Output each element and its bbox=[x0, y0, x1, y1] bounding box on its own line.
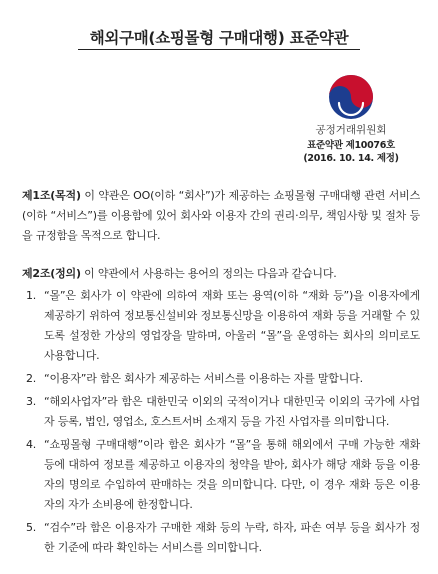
enactment-date: (2016. 10. 14. 제정) bbox=[303, 153, 399, 164]
article-2-definitions bbox=[22, 264, 420, 284]
government-emblem-icon bbox=[327, 73, 375, 121]
item-number: 4. bbox=[26, 438, 37, 451]
list-item bbox=[22, 392, 420, 432]
item-number: 1. bbox=[26, 289, 37, 302]
item-number: 3. bbox=[26, 395, 37, 408]
item-number: 2. bbox=[26, 372, 37, 385]
definitions-list bbox=[22, 286, 420, 558]
item-number: 5. bbox=[26, 521, 37, 534]
article-1-heading: 제1조(목적) bbox=[22, 189, 81, 202]
article-2-heading: 제2조(정의) bbox=[22, 267, 81, 280]
item-text: “쇼핑몰형 구매대행”이라 함은 회사가 “몰”을 통해 해외에서 구매 가능한 재화 등에 대하여 정보를 제공하고 이용자의 청약을 받아, 회사가 해당 재화 등을 이용자의 명의로 수입하여 판매하는 것을 의미합니다. 다만, 이 경우 재화 등은 이용자의 자가 소비용에 한정합니다. bbox=[44, 438, 420, 511]
standard-terms-number: 표준약관 제10076호 bbox=[307, 140, 395, 151]
article-1-purpose bbox=[22, 186, 420, 246]
item-text: “이용자”라 함은 회사가 제공하는 서비스를 이용하는 자를 말합니다. bbox=[44, 372, 363, 385]
item-text: “몰”은 회사가 이 약관에 의하여 재화 또는 용역(이하 “재화 등”)을 이용자에게 제공하기 위하여 정보통신설비와 정보통신망을 이용하여 재화 등을 거래할 수 있도록 설정한 가상의 영업장을 말하며, 아울러 “몰”을 운영하는 회사의 의미로도 사용합니다. bbox=[44, 289, 420, 362]
item-text: “검수”라 함은 이용자가 구매한 재화 등의 누락, 하자, 파손 여부 등을 회사가 정한 기준에 따라 확인하는 서비스를 의미합니다. bbox=[44, 521, 420, 554]
article-2-text: 이 약관에서 사용하는 용어의 정의는 다음과 같습니다. bbox=[80, 267, 337, 280]
list-item bbox=[22, 286, 420, 366]
item-text: “해외사업자”라 함은 대한민국 이외의 국적이거나 대한민국 이외의 국가에 사업자 등록, 법인, 영업소, 호스트서버 소재지 등을 가진 사업자를 의미합니다. bbox=[44, 395, 420, 428]
list-item bbox=[22, 518, 420, 558]
list-item bbox=[22, 435, 420, 515]
document-title: 해외구매(쇼핑몰형 구매대행) 표준약관 bbox=[89, 29, 349, 47]
article-1-text: 이 약관은 OO(이하 “회사”)가 제공하는 쇼핑몰형 구매대행 관련 서비스(이하 “서비스”)를 이용함에 있어 회사와 이용자 간의 권리·의무, 책임사항 및 절차 등을 규정함을 목적으로 합니다. bbox=[22, 189, 420, 242]
list-item bbox=[22, 369, 420, 389]
title-underline bbox=[78, 49, 360, 50]
agency-name: 공정거래위원회 bbox=[315, 124, 387, 136]
